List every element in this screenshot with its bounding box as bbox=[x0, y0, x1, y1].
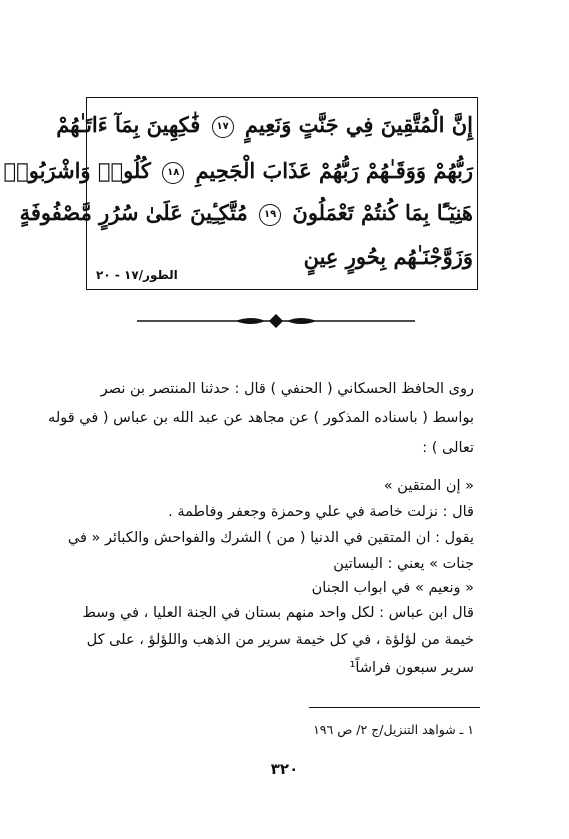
verse-reference: الطور/١٧ - ٢٠ bbox=[96, 268, 178, 282]
verse-number-marker: ١٨ bbox=[162, 162, 184, 184]
body-line: « إن المتقين » bbox=[383, 478, 474, 494]
footnote: ١ ـ شواهد التنزيل/ج ٢/ ص ١٩٦ bbox=[313, 722, 474, 737]
body-line: روى الحافظ الحسكاني ( الحنفي ) قال : حدثنا المنتصر بن نصر bbox=[100, 381, 474, 397]
quran-line-2 bbox=[4, 158, 473, 184]
verse-text: إِنَّ الْمُتَّقِينَ فِي جَنَّتٍ وَنَعِيمٍ bbox=[244, 112, 473, 137]
verse-text: مُتَّكِـِٔينَ عَلَىٰ سُرُرٍ مَّصْفُوفَةٍ bbox=[19, 200, 248, 225]
verse-text: هَنِيٓـًٔا بِمَا كُنتُمْ تَعْمَلُونَ bbox=[292, 200, 473, 225]
body-line: قال ابن عباس : لكل واحد منهم بستان في الجنة العليا ، في وسط bbox=[82, 605, 474, 621]
body-line: بواسط ( باسناده المذكور ) عن مجاهد عن عبد الله بن عباس ( في قوله bbox=[48, 410, 474, 426]
quran-line-3 bbox=[20, 200, 473, 226]
quran-line-4 bbox=[304, 244, 473, 269]
body-line: جنات » يعني : البساتين bbox=[333, 556, 474, 572]
verse-number-marker: ١٩ bbox=[259, 204, 281, 226]
verse-text: وَزَوَّجْنَـٰهُم بِحُورٍ عِينٍ bbox=[303, 244, 473, 269]
body-line: تعالى ) : bbox=[422, 440, 474, 456]
footnote-rule bbox=[309, 707, 480, 708]
body-line: خيمة من لؤلؤة ، في كل خيمة سرير من الذهب واللؤلؤ ، على كل bbox=[86, 632, 474, 648]
verse-text: كُلُوا۟ وَاشْرَبُوا۟ bbox=[3, 158, 151, 183]
body-line: يقول : ان المتقين في الدنيا ( من ) الشرك والفواحش والكبائر « في bbox=[67, 530, 474, 546]
ornament-divider bbox=[137, 314, 415, 328]
page-number: ٣٢٠ bbox=[270, 760, 299, 778]
verse-text: فَٰكِهِينَ بِمَآ ءَاتَـٰهُمْ bbox=[56, 112, 201, 137]
verse-number-marker: ١٧ bbox=[212, 116, 234, 138]
body-line: « ونعيم » في ابواب الجنان bbox=[311, 580, 474, 596]
verse-text: رَبُّهُمْ وَوَقَـٰهُمْ رَبُّهُمْ عَذَابَ الْجَحِيمِ bbox=[195, 158, 473, 183]
quran-line-1 bbox=[56, 112, 473, 138]
body-line: قال : نزلت خاصة في علي وحمزة وجعفر وفاطمة . bbox=[168, 504, 474, 520]
body-line: سرير سبعون فراشاً¹ bbox=[349, 660, 474, 676]
